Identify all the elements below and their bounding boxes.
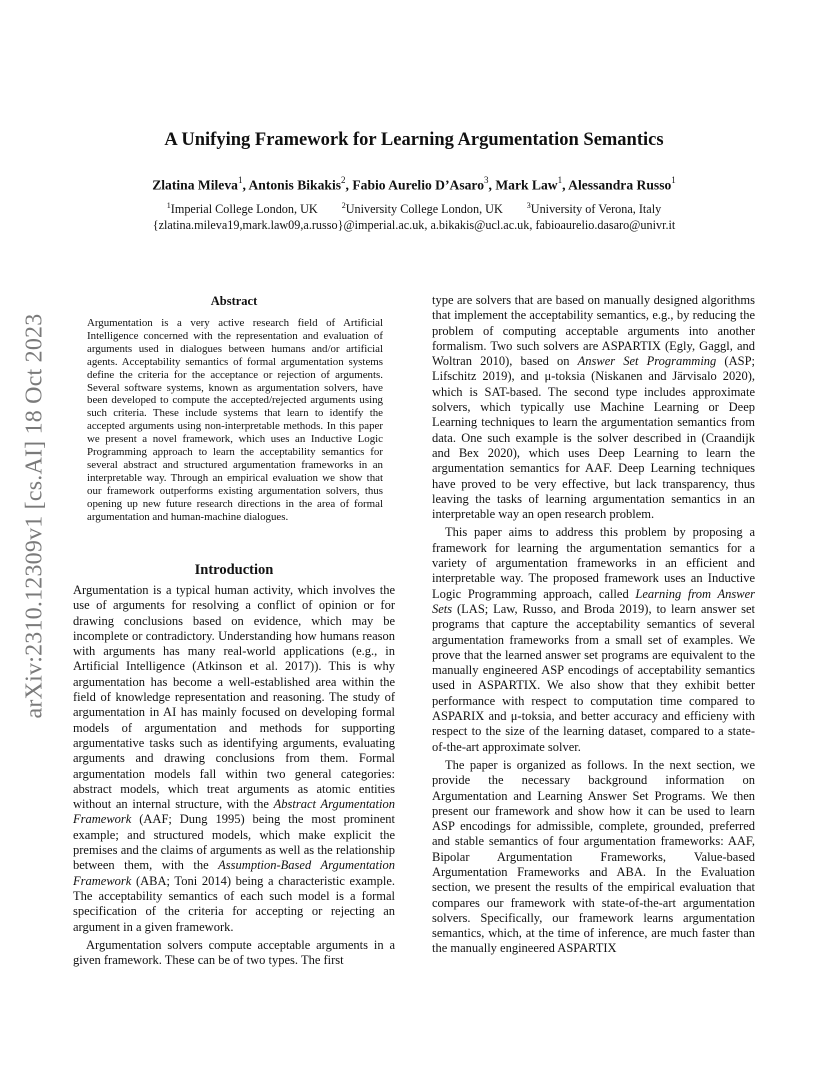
- affiliation-mark: 2: [341, 201, 346, 210]
- affiliation-mark: 3: [526, 201, 531, 210]
- paragraph: Argumentation is a typical human activity, which involves the use of arguments for resolving a conflict of opinion or for drawing conclusions based on evidence, which may be incomplete or contradictory. Understanding how humans reason with arguments has many real-world applications (e.g., in Artificial Intelligence (Atkinson et al. 2017)). This is why argumentation has become a well-established area within the field of knowledge representation and reasoning. The study of argumentation in AI has mainly focused on developing formal models of argumentation and methods for supporting argumentative tasks such as identifying arguments, evaluating arguments and drawing conclusions from them. Formal argumentation models fall within two general categories: abstract models, which treat arguments as atomic entities without an internal structure, with the Abstract Argumentation Framework (AAF; Dung 1995) being the most prominent example; and structured models, which make explicit the premises and the claims of arguments as well as the relationship between them, with the Assumption-Based Argumentation Framework (ABA; Toni 2014) being a characteristic example. The acceptability semantics of each such model is a formal specification of the criteria for accepting or rejecting an argument in a given framework.: [73, 583, 395, 934]
- right-column: [432, 293, 755, 957]
- author-name: Mark Law: [495, 177, 558, 193]
- paper-title: A Unifying Framework for Learning Argumentation Semantics: [164, 130, 664, 150]
- paragraph: Argumentation solvers compute acceptable arguments in a given framework. These can be of two types. The first: [73, 937, 395, 968]
- paragraph: The paper is organized as follows. In the next section, we provide the necessary background information on Argumentation and Learning Answer Set Programs. We then present our framework and show how it can be used to learn ASP encodings for admissible, complete, grounded, preferred and stable semantics of four argumentation frameworks: AAF, Bipolar Argumentation Frameworks, Value-based Argumentation Frameworks and ABA. In the Evaluation section, we present the results of the empirical evaluation that compares our framework with state-of-the-art argumentation solvers. Specifically, our framework learns argumentation semantics, which, at the time of inference, are much faster than the manually engineered ASPARTIX: [432, 757, 755, 956]
- author-name: Alessandra Russo: [568, 177, 672, 193]
- arxiv-identifier: arXiv:2310.12309v1 [cs.AI] 18 Oct 2023: [21, 313, 48, 719]
- author-affiliation-mark: 1: [557, 175, 563, 185]
- author-affiliation-mark: 1: [671, 175, 676, 185]
- affiliation: University College London, UK: [345, 202, 503, 217]
- affiliation-mark: 1: [166, 201, 171, 210]
- paragraph: type are solvers that are based on manually designed algorithms that implement the acceptability semantics, e.g., by reducing the problem of computing acceptable arguments into another formalism. Two such solvers are ASPARTIX (Egly, Gaggl, and Woltran 2010), based on Answer Set Programming (ASP; Lifschitz 2019), and μ-toksia (Niskanen and Järvisalo 2020), which is SAT-based. The second type includes approximate solvers, which typically use Machine Learning or Deep Learning techniques to learn the argumentation semantics from data. One such example is the solver described in (Craandijk and Bex 2020), which uses Deep Learning to learn the argumentation semantics for AAF. Deep Learning techniques have proved to be very effective, but lack transparency, thus leaving the tasks of learning argumentation semantics in an interpretable way an open research problem.: [432, 293, 755, 522]
- affiliation-list: [0, 201, 828, 217]
- left-column: [73, 583, 395, 968]
- author-affiliation-mark: 2: [341, 175, 346, 185]
- introduction-heading: Introduction: [194, 562, 274, 578]
- author-list: Zlatina Mileva$^1$, Antonis Bikakis$^2$, Fabio Aurelio D’Asaro$^3$, Mark Law$^1$, Alessandra Russo$^1$: [152, 175, 676, 193]
- author-emails: {zlatina.mileva19,mark.law09,a.russo}@imperial.ac.uk, a.bikakis@ucl.ac.uk, fabioaurelio.dasaro@univr.it: [152, 218, 676, 232]
- author-affiliation-mark: 3: [484, 175, 489, 185]
- author-name: Fabio Aurelio D’Asaro: [352, 177, 485, 193]
- author-affiliation-mark: 1: [237, 175, 243, 185]
- abstract-text: Argumentation is a very active research field of Artificial Intelligence concerned with the representation and evaluation of arguments used in dialogues between humans and/or artificial agents. Acceptability semantics of formal argumentation systems define the criteria for the acceptance or rejection of arguments. Several software systems, known as argumentation solvers, have been developed to compute the accepted/rejected arguments using such criteria. These include systems that learn to identify the accepted arguments using non-interpretable methods. In this paper we present a novel framework, which uses an Inductive Logic Programming approach to learn the acceptability semantics for several abstract and structured argumentation frameworks in an interpretable way. Through an empirical evaluation we show that our framework outperforms existing argumentation solvers, thus opening up new future research directions in the area of formal argumentation and human-machine dialogues.: [87, 317, 383, 523]
- arxiv-sidebar: [20, 296, 50, 736]
- abstract-heading: Abstract: [210, 294, 258, 308]
- affiliation: University of Verona, Italy: [530, 202, 662, 217]
- paragraph: This paper aims to address this problem by proposing a framework for learning the argumentation semantics for a variety of argumentation frameworks in an efficient and interpretable way. The proposed framework uses an Inductive Logic Programming approach, called Learning from Answer Sets (LAS; Law, Russo, and Broda 2019), to learn answer set programs that capture the acceptability semantics of several argumentation frameworks from a small set of examples. We prove that the learned answer set programs are equivalent to the manually engineered ASP encodings of acceptability semantics used in ASPARTIX. We also show that they exhibit better performance with respect to computation time compared to ASPARIX and μ-toksia, and better accuracy and efficieny with respect to the size of the learning dataset, compared to a state-of-the-art approximate solver.: [432, 525, 755, 754]
- author-name: Zlatina Mileva: [152, 177, 238, 193]
- affiliation: Imperial College London, UK: [170, 202, 318, 217]
- author-name: Antonis Bikakis: [248, 177, 342, 193]
